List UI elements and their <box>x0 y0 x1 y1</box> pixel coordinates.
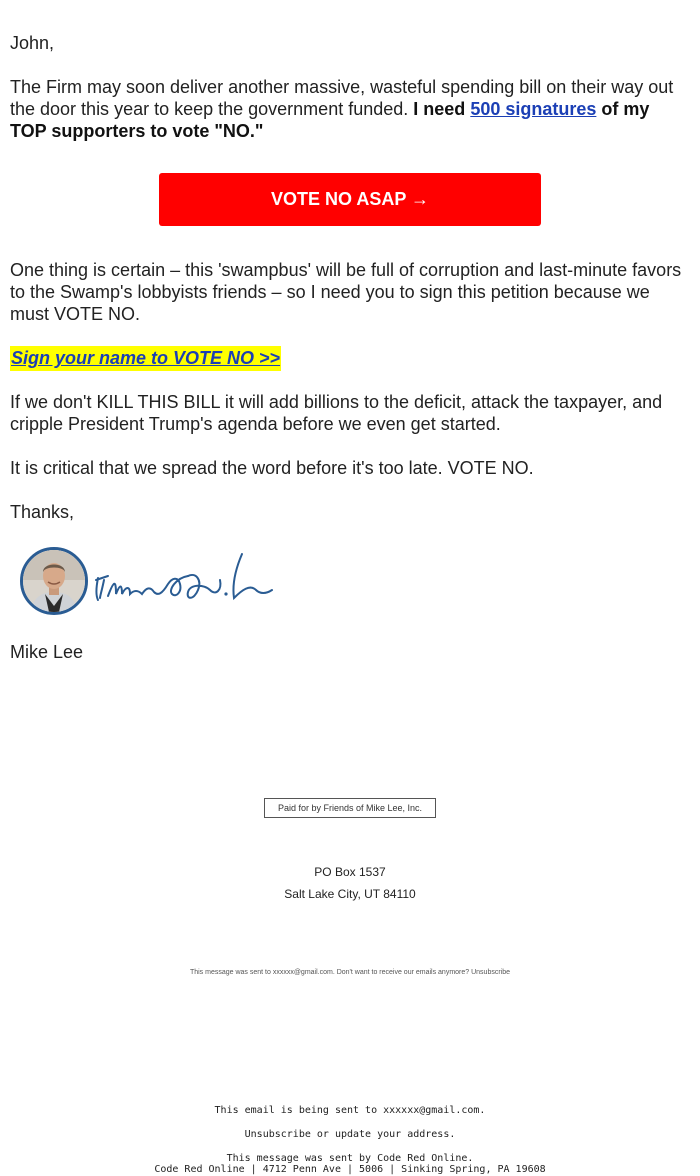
signatures-link[interactable]: 500 signatures <box>470 99 597 119</box>
corruption-paragraph: One thing is certain – this 'swampbus' will be full of corruption and last-minute favors to the Swamp's lobbyists friends – so I need you to sign this petition because we must VOTE NO. <box>10 260 682 324</box>
po-box: PO Box 1537 <box>314 865 386 879</box>
greeting: John, <box>10 33 55 53</box>
sent-by-notice: This message was sent by Code Red Online. <box>226 1153 474 1164</box>
unsubscribe-update-link[interactable]: Unsubscribe or update your address. <box>244 1129 456 1140</box>
signature-icon <box>92 550 277 610</box>
signoff: Thanks, <box>10 502 75 522</box>
sender-avatar <box>20 547 88 615</box>
paid-for-disclaimer: Paid for by Friends of Mike Lee, Inc. <box>264 798 436 818</box>
vote-no-button[interactable]: VOTE NO ASAP → <box>159 173 541 226</box>
sender-name: Mike Lee <box>10 642 84 662</box>
city-state: Salt Lake City, UT 84110 <box>284 887 416 901</box>
critical-paragraph: It is critical that we spread the word before it's too late. VOTE NO. <box>10 458 534 478</box>
unsubscribe-notice[interactable]: This message was sent to xxxxxx@gmail.com. Don't want to receive our emails anymore? Unsubscribe <box>189 969 511 976</box>
intro-paragraph <box>10 76 690 142</box>
intro-bold-lead: I need <box>413 99 466 119</box>
sender-address: Code Red Online | 4712 Penn Ave | 5006 | Sinking Spring, PA 19608 <box>154 1164 546 1175</box>
intro-bold-tail: of my TOP supporters to vote "NO." <box>10 99 650 141</box>
sender-portrait-icon <box>23 550 85 612</box>
sign-name-link[interactable]: Sign your name to VOTE NO >> <box>10 346 281 371</box>
kill-bill-paragraph: If we don't KILL THIS BILL it will add billions to the deficit, attack the taxpayer, and cripple President Trump's agenda before we even get started. <box>10 392 663 434</box>
intro-text: The Firm may soon deliver another massive, wasteful spending bill on their way out the door this year to keep the government funded. <box>10 77 674 119</box>
sent-to-notice: This email is being sent to xxxxxx@gmail.com. <box>214 1105 486 1116</box>
